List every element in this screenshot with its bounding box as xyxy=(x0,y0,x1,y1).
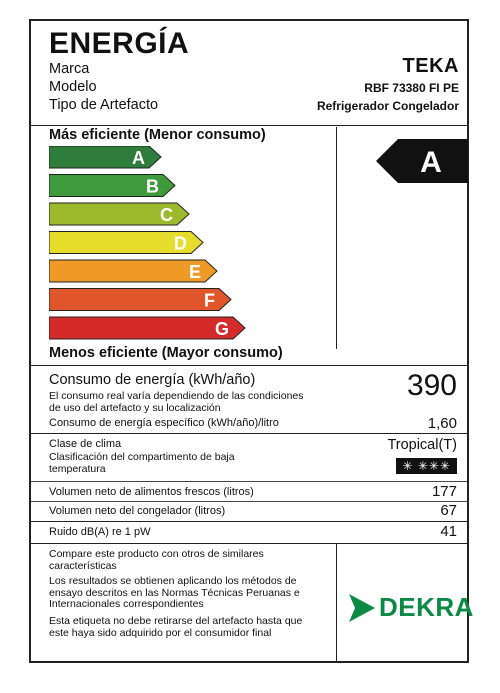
efficiency-bar-letter-b: B xyxy=(146,176,159,197)
model-field-label: Modelo xyxy=(49,79,97,95)
freezer-class-label: Clasificación del compartimento de baja temperatura xyxy=(49,451,235,475)
climate-label: Clase de clima xyxy=(49,438,122,450)
efficiency-bottom-label: Menos eficiente (Mayor consumo) xyxy=(49,345,283,361)
efficiency-rating: A xyxy=(420,146,442,179)
consumption-note: El consumo real varía dependiendo de las condiciones de uso del artefacto y su localización xyxy=(49,390,304,414)
divider xyxy=(31,521,467,522)
removal-note: Esta etiqueta no debe retirarse del artefacto hasta que este haya sido adquirido por el consumidor final xyxy=(49,615,303,639)
dekra-logo xyxy=(349,591,474,625)
efficiency-bar-letter-c: C xyxy=(160,205,173,225)
fresh-volume-label: Volumen neto de alimentos frescos (litros) xyxy=(49,486,254,498)
efficiency-bar-letter-e: E xyxy=(188,262,201,282)
compare-note: Compare este producto con otros de similares características xyxy=(49,548,264,572)
specific-consumption-value: 1,60 xyxy=(427,415,457,432)
dekra-arrow-icon xyxy=(349,594,375,622)
consumption-value: 390 xyxy=(406,369,457,402)
fresh-volume-value: 177 xyxy=(431,483,457,500)
efficiency-rating-arrow xyxy=(376,139,468,183)
model-value: RBF 73380 FI PE xyxy=(364,81,459,95)
column-divider xyxy=(336,543,337,661)
efficiency-scale xyxy=(49,146,334,341)
efficiency-top-label: Más eficiente (Menor consumo) xyxy=(49,127,266,143)
efficiency-bar-letter-f: F xyxy=(204,290,215,311)
freezer-volume-value: 67 xyxy=(440,502,457,519)
consumption-label: Consumo de energía (kWh/año) xyxy=(49,372,256,388)
divider xyxy=(31,481,467,482)
freezer-volume-label: Volumen neto del congelador (litros) xyxy=(49,505,226,517)
test-methods-note: Los resultados se obtienen aplicando los métodos de ensayo descritos en las Normas Técnicas Peruanas e Internacionales correspondientes xyxy=(49,575,300,610)
divider xyxy=(31,433,467,434)
divider xyxy=(31,543,467,544)
climate-value: Tropical(T) xyxy=(387,437,457,453)
divider xyxy=(31,501,467,502)
teka-logo: TEKA xyxy=(402,55,459,77)
efficiency-bar-letter-g: G xyxy=(214,319,229,339)
efficiency-bar-letter-a: A xyxy=(132,148,145,168)
dekra-wordmark: DEKRA xyxy=(379,592,474,622)
noise-value: 41 xyxy=(440,523,457,540)
column-divider xyxy=(336,127,337,349)
type-value: Refrigerador Congelador xyxy=(316,99,459,113)
efficiency-bar-letter-d: D xyxy=(174,233,187,254)
energy-label xyxy=(29,19,474,663)
freezer-star-rating: ✳ ✳✳✳ xyxy=(396,458,457,474)
label-title: ENERGÍA xyxy=(49,27,190,60)
divider xyxy=(31,365,467,366)
noise-label: Ruido dB(A) re 1 pW xyxy=(49,526,151,538)
divider xyxy=(31,125,467,126)
type-field-label: Tipo de Artefacto xyxy=(49,97,159,113)
specific-consumption-label: Consumo de energía específico (kWh/año)/litro xyxy=(49,417,279,429)
brand-field-label: Marca xyxy=(49,61,90,77)
